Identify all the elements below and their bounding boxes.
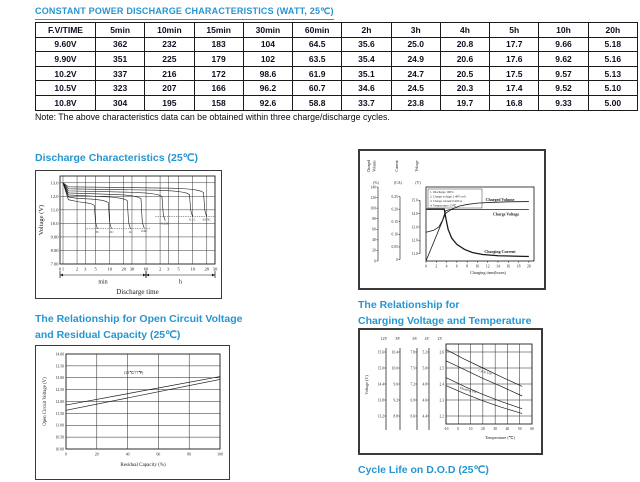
data-cell: 9.60V — [36, 37, 96, 52]
data-cell: 102 — [243, 52, 292, 67]
temp-chart-svg — [360, 330, 537, 449]
svg-text:60: 60 — [143, 266, 149, 272]
data-cell: 24.7 — [391, 66, 440, 81]
data-cell: 9.33 — [539, 95, 588, 110]
data-cell: 98.6 — [243, 66, 292, 81]
svg-text:Voltage (V): Voltage (V) — [38, 204, 45, 236]
svg-text:2: 2 — [75, 266, 79, 272]
data-cell: 5.13 — [588, 66, 637, 81]
svg-text:10.4: 10.4 — [391, 350, 398, 355]
data-cell: 60.7 — [293, 81, 342, 96]
svg-text:11.0: 11.0 — [50, 207, 59, 213]
svg-text:11.0: 11.0 — [411, 251, 418, 256]
svg-text:14.4: 14.4 — [377, 382, 384, 387]
data-cell: 9.90V — [36, 52, 96, 67]
data-cell: 96.2 — [243, 81, 292, 96]
header-cell: 3h — [391, 23, 440, 38]
table-row — [36, 95, 638, 110]
page-title: CONSTANT POWER DISCHARGE CHARACTERISTICS (WATT, 25℃) — [35, 6, 334, 20]
svg-text:1: 1 — [61, 266, 65, 272]
discharge-plot — [38, 176, 218, 296]
svg-text:2V: 2V — [437, 337, 443, 341]
svg-text:Voltage: Voltage — [415, 160, 419, 172]
svg-text:0.15: 0.15 — [391, 220, 398, 225]
charging-characteristics-chart — [358, 149, 546, 290]
header-cell: 20h — [588, 23, 637, 38]
header-cell: 10min — [145, 23, 194, 38]
data-cell: 23.8 — [391, 95, 440, 110]
data-cell: 5.10 — [588, 81, 637, 96]
svg-text:0: 0 — [65, 452, 67, 457]
svg-text:3: 3 — [84, 266, 87, 272]
svg-text:0: 0 — [457, 427, 460, 431]
svg-text:40: 40 — [125, 452, 130, 457]
data-cell: 351 — [95, 52, 144, 67]
data-cell: 24.9 — [391, 52, 440, 67]
svg-text:15.6: 15.6 — [377, 350, 384, 355]
header-cell: 10h — [539, 23, 588, 38]
svg-text:11.50: 11.50 — [55, 411, 64, 416]
data-cell: 61.9 — [293, 66, 342, 81]
temp-plot — [364, 337, 534, 440]
data-cell: 34.6 — [342, 81, 391, 96]
svg-text:3: 3 — [167, 266, 170, 272]
charging-chart-svg — [360, 151, 540, 284]
table-body — [36, 37, 638, 110]
data-cell: 10.8V — [36, 95, 96, 110]
svg-text:Temperature (℃): Temperature (℃) — [485, 435, 515, 440]
svg-text:2.3: 2.3 — [439, 398, 444, 403]
data-cell: 20.6 — [440, 52, 489, 67]
svg-text:Cycle Use: Cycle Use — [477, 368, 493, 376]
svg-text:3. Charge current 0.20CA: 3. Charge current 0.20CA — [430, 199, 462, 203]
svg-text:120: 120 — [370, 195, 376, 200]
data-cell: 323 — [95, 81, 144, 96]
data-cell: 207 — [145, 81, 194, 96]
svg-text:15.0: 15.0 — [377, 366, 384, 371]
svg-text:0.05C: 0.05C — [202, 217, 211, 222]
header-cell: 4h — [440, 23, 489, 38]
svg-text:14.00: 14.00 — [55, 352, 64, 357]
svg-text:2: 2 — [435, 264, 438, 269]
svg-text:4.4: 4.4 — [422, 414, 427, 419]
svg-text:0: 0 — [425, 264, 427, 269]
svg-text:12.00: 12.00 — [55, 399, 64, 404]
data-cell: 10.2V — [36, 66, 96, 81]
svg-text:18: 18 — [516, 264, 521, 269]
svg-text:0: 0 — [58, 266, 62, 272]
data-cell: 17.7 — [490, 37, 539, 52]
svg-text:10.0: 10.0 — [50, 220, 59, 226]
svg-text:140: 140 — [370, 185, 376, 190]
svg-text:10.00: 10.00 — [55, 447, 64, 452]
svg-text:12.0: 12.0 — [411, 238, 418, 243]
data-cell: 20.5 — [440, 66, 489, 81]
svg-text:9.6: 9.6 — [393, 382, 398, 387]
discharge-chart-svg — [36, 171, 221, 298]
svg-text:0.6C: 0.6C — [141, 229, 148, 234]
svg-text:40: 40 — [372, 238, 376, 243]
svg-text:20: 20 — [121, 266, 126, 272]
svg-text:(25℃/77℉): (25℃/77℉) — [124, 371, 144, 376]
svg-text:9.00: 9.00 — [50, 234, 59, 240]
data-cell: 19.7 — [440, 95, 489, 110]
svg-text:Voltage (V): Voltage (V) — [364, 375, 369, 395]
svg-text:-10: -10 — [443, 427, 449, 431]
data-cell: 25.0 — [391, 37, 440, 52]
svg-text:2.4: 2.4 — [439, 382, 444, 387]
svg-text:1C: 1C — [128, 229, 133, 234]
svg-text:13.0: 13.0 — [411, 225, 418, 230]
svg-text:100: 100 — [370, 206, 376, 211]
svg-text:60: 60 — [156, 452, 161, 457]
section-title-charging-temp — [358, 297, 531, 329]
svg-text:14.0: 14.0 — [411, 211, 418, 216]
svg-text:0.05: 0.05 — [391, 245, 398, 250]
svg-text:min: min — [98, 279, 108, 286]
svg-text:4.6: 4.6 — [422, 398, 427, 403]
data-cell: 64.5 — [293, 37, 342, 52]
svg-text:(CA): (CA) — [394, 181, 402, 185]
section-title-cycle-life: Cycle Life on D.O.D (25℃) — [358, 464, 489, 476]
data-cell: 20.3 — [440, 81, 489, 96]
svg-text:Charge Voltage: Charge Voltage — [492, 211, 520, 217]
svg-text:5: 5 — [94, 266, 97, 272]
table-row — [36, 81, 638, 96]
data-cell: 104 — [243, 37, 292, 52]
svg-text:12.50: 12.50 — [55, 388, 64, 393]
data-cell: 16.8 — [490, 95, 539, 110]
svg-text:4V: 4V — [424, 337, 430, 341]
data-cell: 9.62 — [539, 52, 588, 67]
data-cell: 5.16 — [588, 52, 637, 67]
ocv-title-line1: The Relationship for Open Circuit Voltage — [35, 313, 243, 325]
svg-text:8.00: 8.00 — [50, 248, 59, 254]
data-cell: 63.5 — [293, 52, 342, 67]
ocv-plot — [43, 352, 223, 468]
data-cell: 232 — [145, 37, 194, 52]
svg-text:2. Charge voltage 2.40V/cell: 2. Charge voltage 2.40V/cell — [430, 194, 466, 199]
data-cell: 17.5 — [490, 66, 539, 81]
svg-text:80: 80 — [372, 217, 376, 222]
svg-text:20: 20 — [527, 264, 531, 269]
svg-text:7.2: 7.2 — [410, 382, 415, 387]
svg-text:30: 30 — [129, 266, 135, 272]
svg-text:8: 8 — [466, 264, 469, 269]
svg-text:8.8: 8.8 — [393, 414, 398, 419]
section-title-discharge: Discharge Characteristics (25℃) — [35, 152, 198, 164]
svg-text:0: 0 — [396, 257, 398, 262]
svg-text:10.0: 10.0 — [391, 366, 398, 371]
data-cell: 195 — [145, 95, 194, 110]
header-cell: 30min — [243, 23, 292, 38]
svg-text:Charging Current: Charging Current — [484, 249, 516, 254]
svg-text:10: 10 — [468, 427, 473, 431]
data-cell: 58.8 — [293, 95, 342, 110]
svg-text:h: h — [179, 279, 183, 286]
svg-text:60: 60 — [530, 427, 534, 431]
svg-text:20: 20 — [94, 452, 99, 457]
svg-text:9.2: 9.2 — [393, 398, 398, 403]
svg-text:13.2: 13.2 — [377, 414, 384, 419]
data-cell: 9.57 — [539, 66, 588, 81]
svg-text:0.20: 0.20 — [391, 207, 398, 212]
data-cell: 17.4 — [490, 81, 539, 96]
svg-text:40: 40 — [505, 427, 510, 431]
data-cell: 10.5V — [36, 81, 96, 96]
svg-text:50: 50 — [517, 427, 522, 431]
svg-text:3C: 3C — [95, 229, 100, 234]
svg-text:Open Circuit Voltage (V): Open Circuit Voltage (V) — [43, 377, 48, 426]
data-cell: 337 — [95, 66, 144, 81]
svg-text:Discharge time: Discharge time — [116, 288, 159, 296]
svg-text:0: 0 — [374, 259, 376, 264]
svg-text:20: 20 — [481, 427, 485, 431]
header-cell: 60min — [293, 23, 342, 38]
svg-text:30: 30 — [493, 427, 497, 431]
svg-text:5.0: 5.0 — [422, 366, 427, 371]
data-cell: 172 — [194, 66, 243, 81]
data-cell: 183 — [194, 37, 243, 52]
svg-text:13.0: 13.0 — [50, 180, 59, 186]
svg-text:2: 2 — [158, 266, 162, 272]
ocv-title-line2: and Residual Capacity (25℃) — [35, 329, 181, 341]
svg-text:8V: 8V — [395, 337, 401, 341]
svg-text:5.2: 5.2 — [422, 350, 427, 355]
section-title-ocv — [35, 311, 243, 343]
data-cell: 9.52 — [539, 81, 588, 96]
svg-text:7.00: 7.00 — [50, 261, 59, 267]
svg-text:Volume: Volume — [372, 160, 377, 172]
svg-text:4.8: 4.8 — [422, 382, 427, 387]
data-cell: 362 — [95, 37, 144, 52]
open-circuit-voltage-chart — [35, 345, 230, 480]
data-cell: 33.7 — [342, 95, 391, 110]
svg-text:100: 100 — [217, 452, 223, 457]
data-cell: 35.6 — [342, 37, 391, 52]
svg-text:12V: 12V — [380, 337, 388, 341]
svg-text:1. Discharge 100%: 1. Discharge 100% — [430, 190, 454, 195]
svg-text:12: 12 — [485, 264, 490, 269]
header-cell: 5h — [490, 23, 539, 38]
data-cell: 304 — [95, 95, 144, 110]
svg-text:30: 30 — [212, 266, 218, 272]
table-row — [36, 37, 638, 52]
svg-text:Charged: Charged — [367, 159, 371, 173]
svg-text:10: 10 — [475, 264, 480, 269]
svg-text:60: 60 — [372, 227, 376, 232]
data-cell: 166 — [194, 81, 243, 96]
svg-text:2C: 2C — [109, 229, 114, 234]
svg-text:14: 14 — [496, 264, 500, 269]
svg-text:11.00: 11.00 — [55, 423, 64, 428]
svg-text:2.6: 2.6 — [439, 350, 444, 355]
data-cell: 35.4 — [342, 52, 391, 67]
svg-text:5: 5 — [177, 266, 180, 272]
data-cell: 225 — [145, 52, 194, 67]
discharge-characteristics-chart — [35, 170, 222, 299]
data-cell: 9.66 — [539, 37, 588, 52]
svg-text:4. Temperature 25℃: 4. Temperature 25℃ — [430, 203, 456, 208]
svg-text:0.25C: 0.25C — [161, 221, 170, 226]
svg-text:13.8: 13.8 — [377, 398, 384, 403]
svg-text:20: 20 — [204, 266, 210, 272]
ocv-chart-svg — [36, 346, 226, 476]
svg-text:2.5: 2.5 — [439, 366, 444, 371]
svg-text:10: 10 — [190, 266, 195, 272]
note-text: Note: The above characteristics data can be obtained within three charge/discharge cycles. — [35, 112, 390, 122]
header-cell: 15min — [194, 23, 243, 38]
data-cell: 20.8 — [440, 37, 489, 52]
table-row — [36, 52, 638, 67]
svg-text:Current: Current — [395, 160, 399, 172]
svg-text:2.2: 2.2 — [439, 414, 444, 419]
svg-text:6.9: 6.9 — [410, 398, 415, 403]
constant-power-discharge-table — [35, 22, 638, 111]
svg-text:6: 6 — [455, 264, 458, 269]
svg-text:Charged Volume: Charged Volume — [485, 197, 515, 202]
data-cell: 35.1 — [342, 66, 391, 81]
data-cell: 5.00 — [588, 95, 637, 110]
svg-text:13.50: 13.50 — [55, 364, 64, 369]
charging-temp-title-line1: The Relationship for — [358, 299, 460, 311]
svg-text:12.0: 12.0 — [50, 193, 59, 199]
data-cell: 92.6 — [243, 95, 292, 110]
svg-text:0.25: 0.25 — [391, 194, 398, 199]
svg-text:0.1C: 0.1C — [189, 217, 196, 222]
svg-text:4: 4 — [445, 264, 448, 269]
svg-text:Floating Use: Floating Use — [459, 385, 478, 395]
svg-text:80: 80 — [187, 452, 192, 457]
svg-text:(V): (V) — [415, 181, 421, 185]
svg-text:6V: 6V — [412, 337, 418, 341]
svg-text:10.50: 10.50 — [55, 435, 64, 440]
table-header — [36, 23, 638, 38]
svg-text:(%): (%) — [373, 181, 379, 185]
data-cell: 17.6 — [490, 52, 539, 67]
charging-temp-title-line2: Charging Voltage and Temperature — [358, 315, 532, 327]
svg-text:15.0: 15.0 — [411, 198, 418, 203]
svg-text:13.00: 13.00 — [55, 376, 64, 381]
svg-text:0.10: 0.10 — [391, 232, 398, 237]
svg-text:Charging time(hours): Charging time(hours) — [469, 270, 507, 275]
svg-text:Residual Capacity (%): Residual Capacity (%) — [120, 463, 166, 468]
svg-text:16: 16 — [506, 264, 511, 269]
charging-plot — [367, 160, 534, 275]
svg-text:6.6: 6.6 — [410, 414, 415, 419]
svg-text:20: 20 — [372, 248, 376, 253]
header-cell: F.V/TIME — [36, 23, 96, 38]
svg-text:7.5: 7.5 — [410, 366, 415, 371]
charging-voltage-temperature-chart — [358, 328, 543, 455]
svg-text:10: 10 — [107, 266, 112, 272]
svg-text:7.8: 7.8 — [410, 350, 415, 355]
data-cell: 5.18 — [588, 37, 637, 52]
header-cell: 5min — [95, 23, 144, 38]
table-row — [36, 66, 638, 81]
data-cell: 216 — [145, 66, 194, 81]
header-cell: 2h — [342, 23, 391, 38]
data-cell: 158 — [194, 95, 243, 110]
data-cell: 179 — [194, 52, 243, 67]
data-cell: 24.5 — [391, 81, 440, 96]
